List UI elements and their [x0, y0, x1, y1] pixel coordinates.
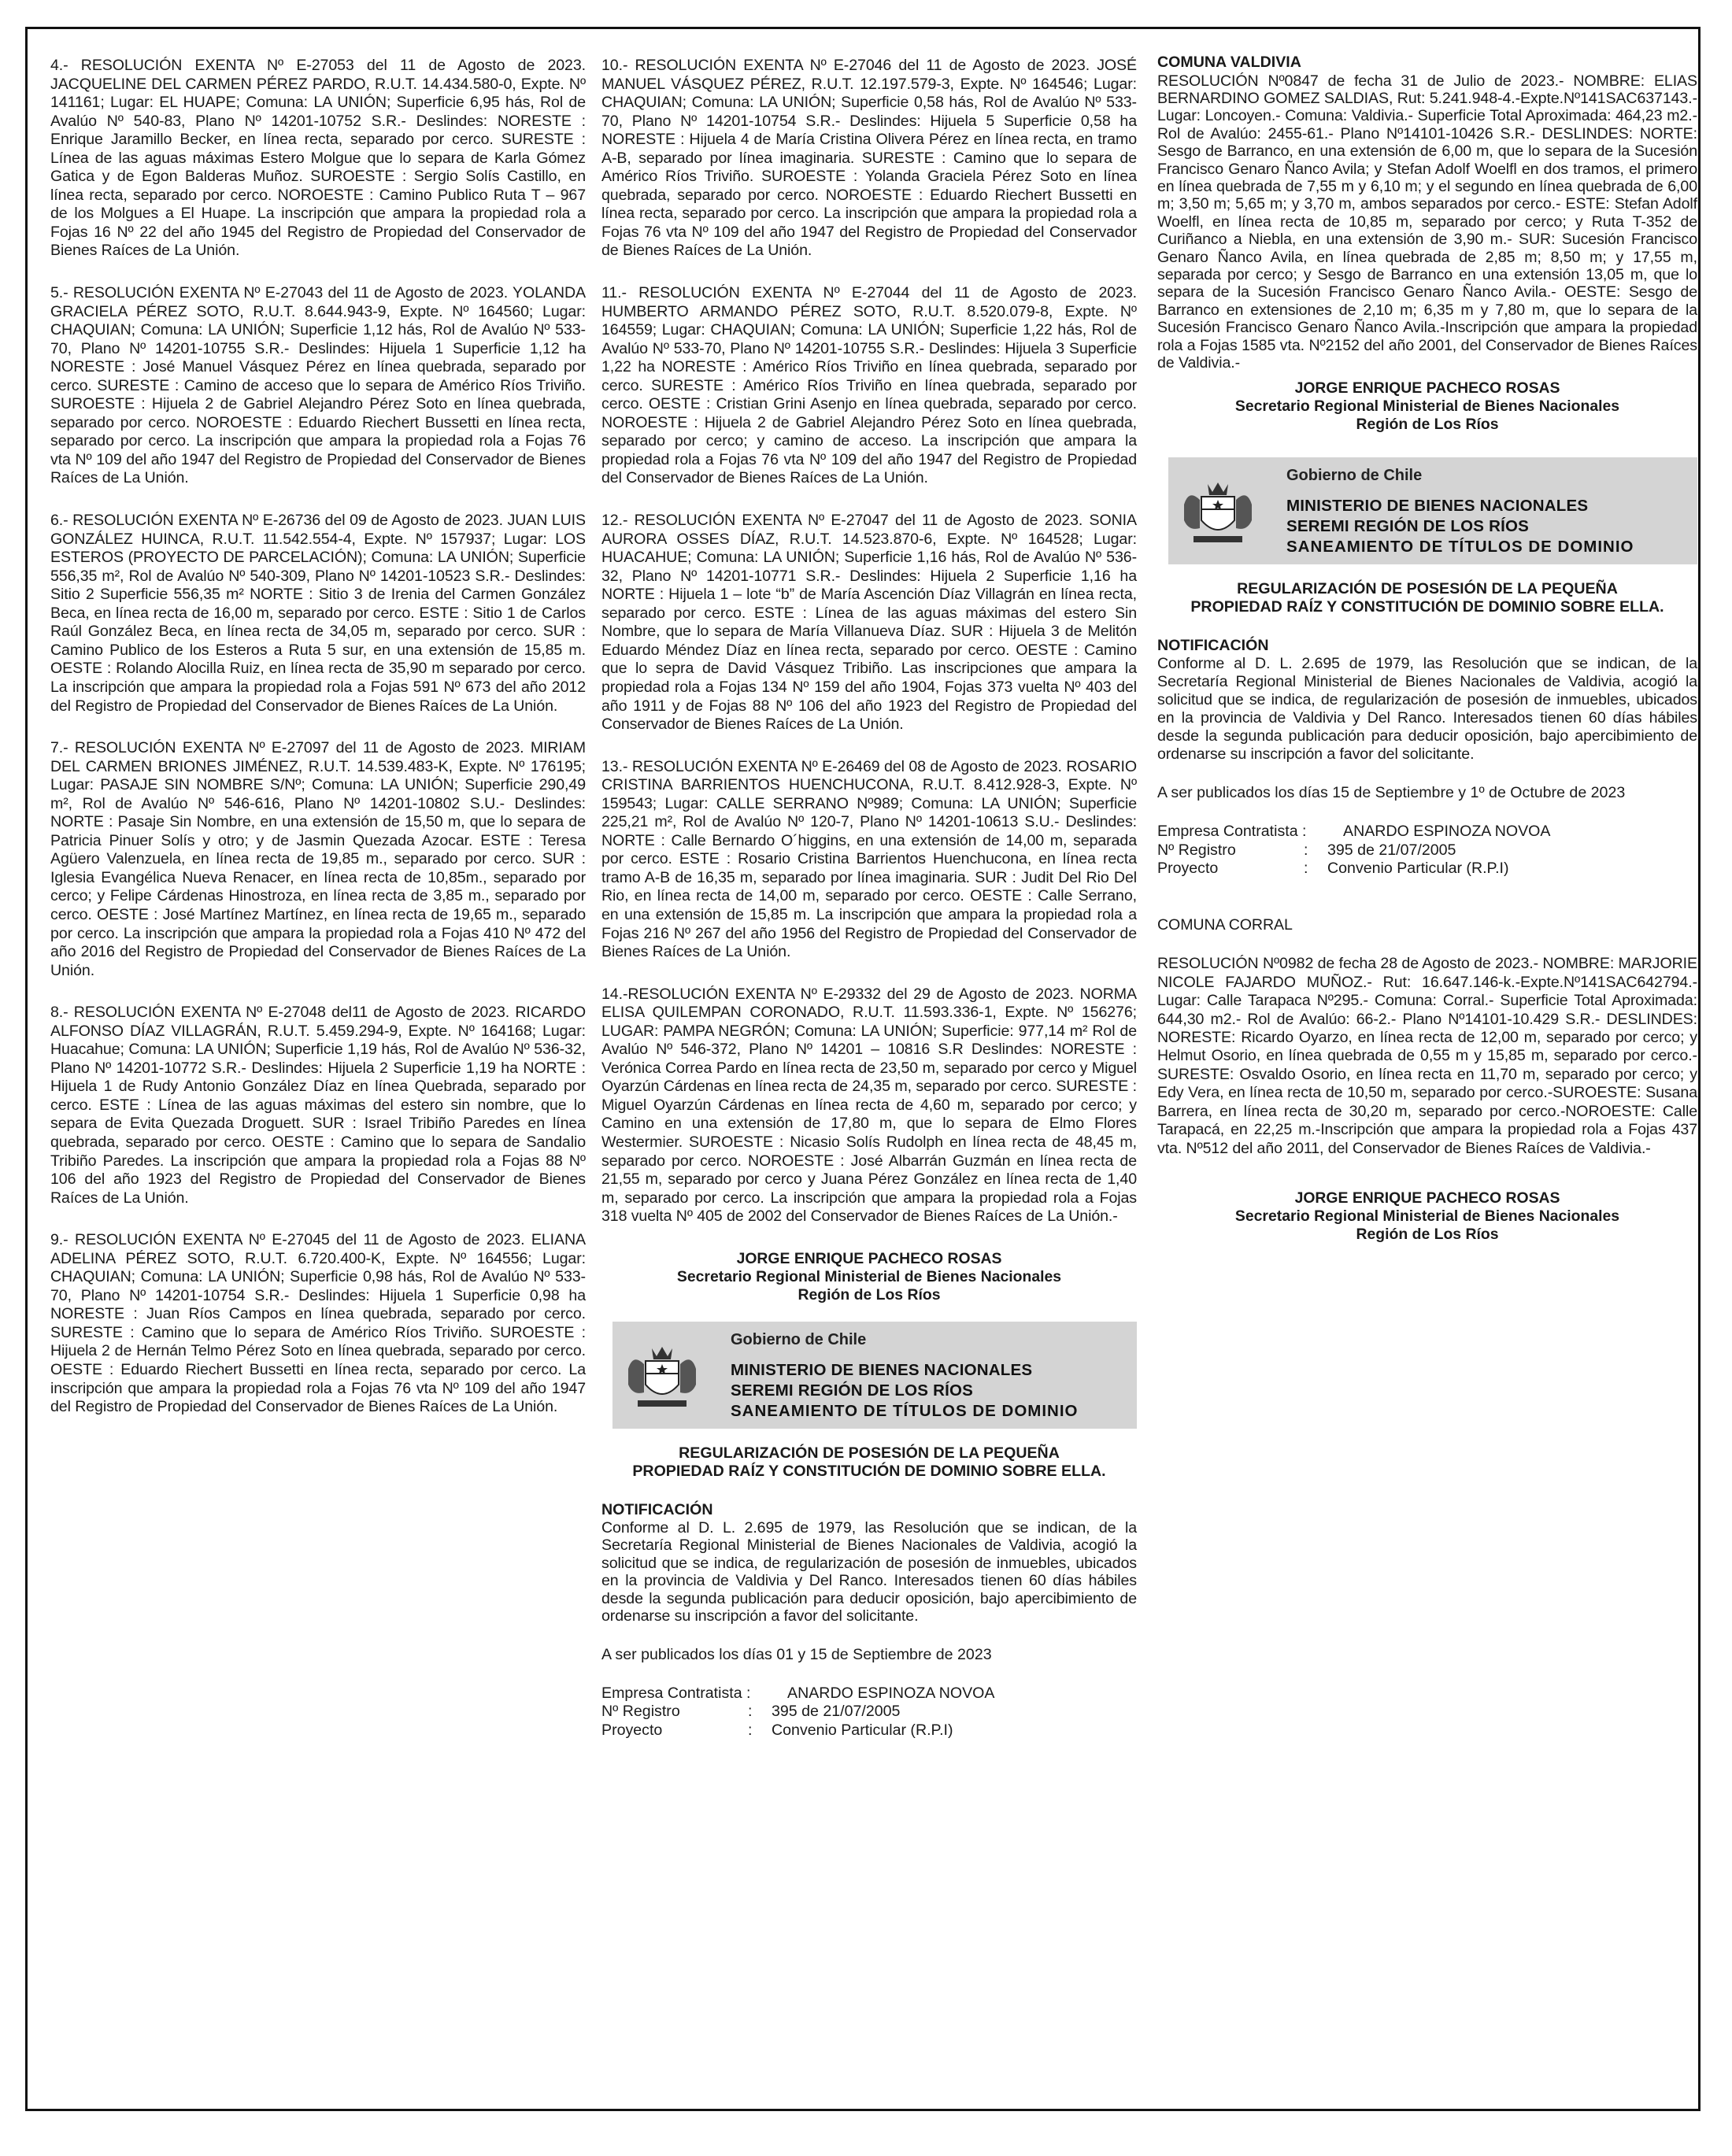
notification-heading: NOTIFICACIÓN: [1157, 637, 1269, 655]
signature-block-2: [1157, 379, 1697, 434]
column-3: [1157, 54, 1697, 1244]
resolution-12: 12.- RESOLUCIÓN EXENTA Nº E-27047 del 11 de Agosto de 2023. SONIA AURORA OSSES DÍAZ, R.U.T. 14.523.870-6, Expte. Nº 164528; Lugar: HUACAHUE; Comuna: LA UNIÓN; Superficie 1,16 hás, Rol de Avalúo Nº 536-32, Plano Nº 14201-10771 S.R.- Deslindes: Hijuela 2 Superficie 1,16 ha NORTE : Hijuela 1 – lote “b” de María Ascención Díaz Villagrán en línea recta, separado por cerco. ESTE : Línea de las aguas máximas del estero Sin Nombre, que lo separa de María Villanueva Díaz. SUR : Hijuela 3 de Melitón Eduardo Méndez Díaz en línea recta, separado por cerco. OESTE : Camino que lo sepra de David Vásquez Tribiño. Las inscripciones que ampara la propiedad rola a Fojas 134 Nº 159 del año 1904, Fojas 373 vuelta Nº 403 del año 1911 y de Fojas 88 Nº 106 del año 1923 del Registro de Propiedad del Conservador de Bienes Raíces de La Unión.: [601, 512, 1137, 734]
ministry-line-3: SANEAMIENTO DE TÍTULOS DE DOMINIO: [1286, 538, 1634, 557]
resolution-10: 10.- RESOLUCIÓN EXENTA Nº E-27046 del 11 de Agosto de 2023. JOSÉ MANUEL VÁSQUEZ PÉREZ, R.U.T. 12.197.579-3, Expte. Nº 164546; Lugar: CHAQUIAN; Comuna: LA UNIÓN; Superficie 0,58 hás, Rol de Avalúo Nº 533-70, Plano Nº 14201-10754 S.R.- Deslindes: Hijuela 5 Superficie 0,58 ha NORESTE : Hijuela 4 de María Cristina Olivera Pérez en línea recta, en tramo A-B, separado por línea imaginaria. SURESTE : Camino que lo separa de Américo Ríos Triviño. SUROESTE : Yolanda Graciela Pérez Soto en línea quebrada, separado por cerco. NOROESTE : Eduardo Riechert Bussetti en línea recta, separado por cerco. La inscripción que ampara la propiedad rola a Fojas 76 vta Nº 109 del año 1947 del Registro de Propiedad del Conservador de Bienes Raíces de La Unión.: [601, 57, 1137, 260]
signer-name: JORGE ENRIQUE PACHECO ROSAS: [1294, 1189, 1560, 1207]
valdivia-resolution: RESOLUCIÓN Nº0847 de fecha 31 de Julio de 2023.- NOMBRE: ELIAS BERNARDINO GOMEZ SALDIAS, Rut: 5.241.948-4.-Expte.Nº141SAC637143.- Lugar: Loncoyen.- Comuna: Valdivia.- Superficie Total Aproximada: 464,23 m2.- Rol de Avalúo: 2455-61.- Plano Nº14101-10426 S.R.- DESLINDES: NORTE: Sesgo de Barranco, en una extensión de 6,00 m, que lo separa de la Sucesión Francisco Genaro Ñanco Avila; y Stefan Adolf Woelfl en dos tramos, el primero en línea quebrada de 7,55 m y 6,10 m; y el segundo en línea quebrada de 6,00 m; 3,50 m; 5,65 m; y 3,70 m, ambos separados por cerco.- ESTE: Stefan Adolf Woelfl, en línea recta de 10,85 m, separado por cerco; y Ruta T-352 de Curiñanco a Niebla, en una extensión de 3,90 m.- SUR: Sucesión Francisco Genaro Ñanco Avila, en línea quebrada de 2,85 m; 8,50 m; y 17,55 m, separada por cerco; y Sesgo de Barranco en una extensión 13,05 m, que lo separa de la Sucesión Francisco Genaro Ñanco Avila.- OESTE: Sesgo de Barranco en extensiones de 2,10 m; 6,35 m y 7,80 m, que lo separa de la Sucesión Francisco Genaro Ñanco Avila.-Inscripción que ampara la propiedad rola a Fojas 1585 vta. Nº2152 del año 2001, del Conservador de Bienes Raíces de Valdivia.-: [1157, 72, 1697, 372]
contract-row-registro: Nº Registro : 395 de 21/07/2005: [601, 1703, 901, 1721]
ministry-line-2: SEREMI REGIÓN DE LOS RÍOS: [731, 1381, 973, 1400]
resolution-5: 5.- RESOLUCIÓN EXENTA Nº E-27043 del 11 de Agosto de 2023. YOLANDA GRACIELA PÉREZ SOTO, R.U.T. 8.644.943-9, Expte. Nº 164560; Lugar: CHAQUIAN; Comuna: LA UNIÓN; Superficie 1,12 hás, Rol de Avalúo Nº 533-70, Plano Nº 14201-10755 S.R.- Deslindes: Hijuela 1 Superficie 1,12 ha NORESTE : José Manuel Vásquez Pérez en línea quebrada, separado por cerco. SURESTE : Camino de acceso que lo separa de Américo Ríos Triviño. SUROESTE : Hijuela 2 de Gabriel Alejandro Pérez Soto en línea quebrada, separado por cerco. NOROESTE : Eduardo Riechert Bussetti en línea recta, separado por cerco. La inscripción que ampara la propiedad rola a Fojas 76 vta Nº 109 del año 1947 del Registro de Propiedad del Conservador de Bienes Raíces de La Unión.: [50, 284, 586, 487]
gobierno-label: Gobierno de Chile: [1286, 467, 1423, 485]
contract-info: [1157, 823, 1697, 878]
contract-info: [601, 1684, 1137, 1740]
publication-dates: A ser publicados los días 15 de Septiembre y 1º de Octubre de 2023: [1157, 784, 1626, 802]
notification-text: Conforme al D. L. 2.695 de 1979, las Resolución que se indican, de la Secretaría Regional Ministerial de Bienes Nacionales de Valdivia, acogió la solicitud que se indica, de regularización de posesión de inmuebles, ubicados en la provincia de Valdivia y Del Ranco. Interesados tienen 60 días hábiles desde la segunda publicación para deducir oposición, bajo apercibimiento de ordenarse su inscripción a favor del solicitante.: [1157, 655, 1697, 764]
publication-dates: A ser publicados los días 01 y 15 de Septiembre de 2023: [601, 1645, 992, 1663]
contract-row-empresa: Empresa Contratista : ANARDO ESPINOZA NOVOA: [601, 1684, 995, 1702]
signer-name: JORGE ENRIQUE PACHECO ROSAS: [1294, 379, 1560, 398]
contract-row-empresa: Empresa Contratista : ANARDO ESPINOZA NOVOA: [1157, 823, 1551, 841]
regularization-title-2: PROPIEDAD RAÍZ Y CONSTITUCIÓN DE DOMINIO SOBRE ELLA.: [1190, 598, 1664, 616]
signer-name: JORGE ENRIQUE PACHECO ROSAS: [736, 1249, 1002, 1267]
contract-row-registro: Nº Registro : 395 de 21/07/2005: [1157, 841, 1456, 859]
ministry-line-1: MINISTERIO DE BIENES NACIONALES: [1286, 497, 1589, 516]
ministry-line-1: MINISTERIO DE BIENES NACIONALES: [731, 1360, 1033, 1379]
signer-region: Región de Los Ríos: [1356, 1225, 1499, 1243]
chile-coat-of-arms-icon: [622, 1345, 702, 1411]
notification-text: Conforme al D. L. 2.695 de 1979, las Resolución que se indican, de la Secretaría Regional Ministerial de Bienes Nacionales de Valdivia, acogió la solicitud que se indica, de regularización de posesión de inmuebles, ubicados en la provincia de Valdivia y Del Ranco. Interesados tienen 60 días hábiles desde la segunda publicación para deducir oposición, bajo apercibimiento de ordenarse su inscripción a favor del solicitante.: [601, 1518, 1137, 1625]
signer-region: Región de Los Ríos: [798, 1285, 941, 1304]
resolution-14: 14.-RESOLUCIÓN EXENTA Nº E-29332 del 29 de Agosto de 2023. NORMA ELISA QUILEMPAN CORONADO, R.U.T. 11.593.336-1, Expte. Nº 156276; LUGAR: PAMPA NEGRÓN; Comuna: LA UNIÓN; Superficie: 977,14 m² Rol de Avalúo Nº 546-372, Plano Nº 14201 – 10816 S.R Deslindes: NORESTE : Verónica Correa Pardo en línea recta de 23,50 m, separado por cerco y Miguel Oyarzún Cárdenas en línea recta de 24,35 m, separado por cerco. SURESTE : Miguel Oyarzún Cárdenas en línea recta de 4,60 m, separado por cerco; y Camino en una extensión de 17,80 m, que lo separa de Elmo Flores Westermier. SUROESTE : Nicasio Solís Rudolph en línea recta de 48,45 m, separado por cerco. NOROESTE : José Albarrán Guzmán en línea recta de 21,55 m, separado por cerco y Juana Pérez González en línea recta de 1,40 m, separado por cerco. La inscripción que ampara la propiedad rola a Fojas 318 vuelta Nº 405 de 2002 del Conservador de Bienes Raíces de La Unión.-: [601, 985, 1137, 1226]
resolution-9: 9.- RESOLUCIÓN EXENTA Nº E-27045 del 11 de Agosto de 2023. ELIANA ADELINA PÉREZ SOTO, R.U.T. 6.720.400-K, Expte. Nº 164556; Lugar: CHAQUIAN; Comuna: LA UNIÓN; Superficie 0,98 hás, Rol de Avalúo Nº 533-70, Plano Nº 14201-10754 S.R.- Deslindes: Hijuela 1 Superficie 0,98 ha NORESTE : Juan Ríos Campos en línea quebrada, separado por cerco. SURESTE : Camino que lo separa de Américo Ríos Triviño. SUROESTE : Hijuela 2 de Hernán Telmo Pérez Soto en línea quebrada, separado por cerco. OESTE : Eduardo Riechert Bussetti en línea recta, separado por cerco. La inscripción que ampara la propiedad rola a Fojas 76 vta Nº 109 del año 1947 del Registro de Propiedad del Conservador de Bienes Raíces de La Unión.: [50, 1231, 586, 1416]
signature-block-1: [601, 1250, 1137, 1304]
resolution-13: 13.- RESOLUCIÓN EXENTA Nº E-26469 del 08 de Agosto de 2023. ROSARIO CRISTINA BARRIENTOS HUENCHUCONA, R.U.T. 8.412.928-3, Expte. Nº 159543; Lugar: CALLE SERRANO Nº989; Comuna: LA UNIÓN; Superficie 225,21 m², Rol de Avalúo Nº 120-7, Plano Nº 14201-10613 S.U.- Deslindes: NORTE : Calle Bernardo O´higgins, en una extensión de 14,00 m, separada por cerco. ESTE : Rosario Cristina Barrientos Huenchucona, en línea recta tramo A-B de 16,35 m, separado por línea imaginaria. SUR : Judit Del Rio Del Rio, en línea recta de 14,00 m, separado por cerco. OESTE : Calle Serrano, en una extensión de 15,85 m. La inscripción que ampara la propiedad rola a Fojas 216 Nº 267 del año 1956 del Registro de Propiedad del Conservador de Bienes Raíces de La Unión.: [601, 757, 1137, 961]
corral-resolution: RESOLUCIÓN Nº0982 de fecha 28 de Agosto de 2023.- NOMBRE: MARJORIE NICOLE FAJARDO MUÑOZ.- Rut: 16.647.146-k.-Expte.Nº141SAC642794.- Lugar: Calle Tarapaca Nº295.- Comuna: Corral.- Superficie Total Aproximada: 644,30 m2.- Rol de Avalúo: 66-2.- Plano Nº14101-10.429 S.R.- DESLINDES: NORESTE: Ricardo Oyarzo, en línea recta de 12,00 m, separado por cerco; y Helmut Osorio, en línea quebrada de 0,55 m y 15,85 m, separado por cerco.- SURESTE: Osvaldo Osorio, en línea recta en 11,70 m, separado por cerco; y Edy Vera, en línea recta de 10,50 m, separado por cerco.-SUROESTE: Susana Barrera, en línea recta de 30,20 m, separado por cerco.-NOROESTE: Calle Tarapacá, en 22,25 m.-Inscripción que ampara la propiedad rola a Fojas 437 vta. Nº512 del año 2011, del Conservador de Bienes Raíces de Valdivia.-: [1157, 955, 1697, 1157]
regularization-title-1: REGULARIZACIÓN DE POSESIÓN DE LA PEQUEÑA: [679, 1444, 1060, 1462]
resolution-7: 7.- RESOLUCIÓN EXENTA Nº E-27097 del 11 de Agosto de 2023. MIRIAM DEL CARMEN BRIONES JIMÉNEZ, R.U.T. 14.539.483-K, Expte. Nº 176195; Lugar: PASAJE SIN NOMBRE S/Nº; Comuna: LA UNIÓN; Superficie 290,49 m², Rol de Avalúo Nº 546-616, Plano Nº 14201-10802 S.U.- Deslindes: NORTE : Pasaje Sin Nombre, en una extensión de 15,50 m, que lo separa de Patricia Pinuer Solís y otro; y de Jasmin Quezada Azocar. ESTE : Teresa Agüero Valenzuela, en línea recta de 19,85 m., separado por cerco. SUR : Iglesia Evangélica Nueva Renacer, en línea recta de 10,85m., separado por cerco; y Felipe Cárdenas Hinostroza, en línea recta de 3,85 m., separado por cerco. OESTE : José Martínez Martínez, en línea recta de 19,65 m., separado por cerco. La inscripción que ampara la propiedad rola a Fojas 410 Nº 472 del año 2016 del Registro de Propiedad del Conservador de Bienes Raíces de La Unión.: [50, 739, 586, 979]
contract-row-proyecto: Proyecto : Convenio Particular (R.P.I): [601, 1721, 953, 1739]
resolution-4: 4.- RESOLUCIÓN EXENTA Nº E-27053 del 11 de Agosto de 2023. JACQUELINE DEL CARMEN PÉREZ PARDO, R.U.T. 14.434.580-0, Expte. Nº 141161; Lugar: EL HUAPE; Comuna: LA UNIÓN; Superficie 6,95 hás, Rol de Avalúo Nº 540-83, Plano Nº 14201-10752 S.R.- Deslindes: NORESTE : Enrique Jaramillo Becker, en línea recta, separado por cerco. SURESTE : Línea de las aguas máximas Estero Molgue que lo separa de Karla Gómez Gatica y de Egon Balderas Muñoz. SUROESTE : Sergio Solís Castillo, en línea recta, separado por cerco. NOROESTE : Camino Publico Ruta T – 967 de los Molgues a El Huape. La inscripción que ampara la propiedad rola a Fojas 16 Nº 22 del año 1945 del Registro de Propiedad del Conservador de Bienes Raíces de La Unión.: [50, 57, 586, 260]
contract-row-proyecto: Proyecto : Convenio Particular (R.P.I): [1157, 860, 1509, 878]
ministry-line-2: SEREMI REGIÓN DE LOS RÍOS: [1286, 517, 1529, 536]
resolution-6: 6.- RESOLUCIÓN EXENTA Nº E-26736 del 09 de Agosto de 2023. JUAN LUIS GONZÁLEZ HUINCA, R.U.T. 11.542.554-4, Expte. Nº 157937; Lugar: LOS ESTEROS (PROYECTO DE PARCELACIÓN); Comuna: LA UNIÓN; Superficie 556,35 m², Rol de Avalúo Nº 540-309, Plano Nº 14201-10523 S.R.- Deslindes: Sitio 2 Superficie 556,35 m² NORTE : Sitio 3 de Irenia del Carmen González Beca, en línea recta de 16,00 m, separado por cerco. ESTE : Sitio 1 de Carlos Raúl González Beca, en línea recta de 34,05 m, separado por cerco. SUR : Camino Publico de los Esteros a Ruta 5 sur, en una extensión de 15,85 m. OESTE : Rolando Alocilla Ruiz, en línea recta de 35,90 m separado por cerco. La inscripción que ampara la propiedad rola a Fojas 591 Nº 673 del año 2012 del Registro de Propiedad del Conservador de Bienes Raíces de La Unión.: [50, 512, 586, 715]
ministry-banner: [612, 1322, 1137, 1429]
column-2: [601, 57, 1137, 1740]
resolution-8: 8.- RESOLUCIÓN EXENTA Nº E-27048 del11 de Agosto de 2023. RICARDO ALFONSO DÍAZ VILLAGRÁN, R.U.T. 5.459.294-9, Expte. Nº 164168; Lugar: Huacahue; Comuna: LA UNIÓN; Superficie 1,19 hás, Rol de Avalúo Nº 536-32, Plano Nº 14201-10772 S.R.- Deslindes: Hijuela 2 Superficie 1,19 ha NORTE : Hijuela 1 de Rudy Antonio González Díaz en línea Quebrada, separado por cerco. ESTE : Línea de las aguas máximas del estero sin nombre, que lo separa de Evita Quezada Droguett. SUR : Israel Tribiño Paredes en línea quebrada, separado por cerco. OESTE : Camino que lo separa de Sandalio Tribiño Paredes. La inscripción que ampara la propiedad rola a Fojas 88 Nº 106 del año 1923 del Registro de Propiedad del Conservador de Bienes Raíces de La Unión.: [50, 1004, 586, 1207]
chile-coat-of-arms-icon: [1178, 481, 1258, 547]
comuna-valdivia-heading: COMUNA VALDIVIA: [1157, 54, 1301, 71]
signer-region: Región de Los Ríos: [1356, 416, 1499, 434]
column-1: [50, 57, 586, 1417]
signer-title: Secretario Regional Ministerial de Bienes Nacionales: [1234, 398, 1620, 416]
ministry-banner: [1168, 457, 1697, 564]
signer-title: Secretario Regional Ministerial de Bienes Nacionales: [676, 1267, 1062, 1285]
regularization-title-1: REGULARIZACIÓN DE POSESIÓN DE LA PEQUEÑA: [1237, 580, 1618, 598]
gobierno-label: Gobierno de Chile: [731, 1330, 867, 1348]
signature-block-3: [1157, 1189, 1697, 1244]
ministry-line-3: SANEAMIENTO DE TÍTULOS DE DOMINIO: [731, 1401, 1079, 1420]
resolution-11: 11.- RESOLUCIÓN EXENTA Nº E-27044 del 11 de Agosto de 2023. HUMBERTO ARMANDO PÉREZ SOTO, R.U.T. 8.520.079-8, Expte. Nº 164559; Lugar: CHAQUIAN; Comuna: LA UNIÓN; Superficie 1,22 hás, Rol de Avalúo Nº 533-70, Plano Nº 14201-10755 S.R.- Deslindes: Hijuela 3 Superficie 1,22 ha NORESTE : Américo Ríos Triviño en línea quebrada, separado por cerco. SURESTE : Américo Ríos Triviño en línea quebrada, separado por cerco. OESTE : Cristian Grini Asenjo en línea quebrada, separado por cerco. NOROESTE : Hijuela 2 de Gabriel Alejandro Pérez Soto en línea quebrada, separado por cerco; y camino de acceso. La inscripción que ampara la propiedad rola a Fojas 76 vta Nº 109 del año 1947 del Registro de Propiedad del Conservador de Bienes Raíces de La Unión.: [601, 284, 1137, 487]
signer-title: Secretario Regional Ministerial de Bienes Nacionales: [1234, 1207, 1620, 1225]
regularization-title-2: PROPIEDAD RAÍZ Y CONSTITUCIÓN DE DOMINIO SOBRE ELLA.: [632, 1462, 1106, 1480]
comuna-corral-heading: COMUNA CORRAL: [1157, 915, 1293, 934]
notification-heading: NOTIFICACIÓN: [601, 1500, 713, 1518]
